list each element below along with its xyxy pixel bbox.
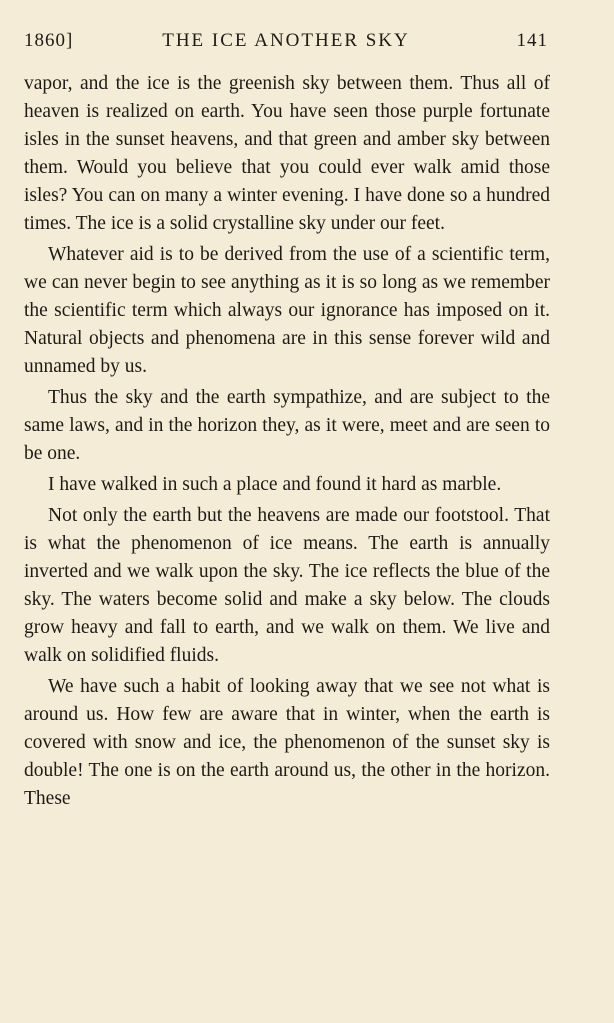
header-year: 1860]	[24, 30, 74, 51]
running-header	[24, 30, 548, 56]
paragraph-3: Thus the sky and the earth sympathize, and are subject to the same laws, and in the horizon they, as it were, meet and are seen to be one.	[24, 387, 550, 464]
paragraph-5: Not only the earth but the heavens are made our footstool. That is what the phenomenon of ice means. The earth is annually inverted and we walk upon the sky. The ice reflects the blue of the sky. The waters become solid and make a sky below. The clouds grow heavy and fall to earth, and we walk on them. We live and walk on solidified fluids.	[24, 505, 550, 666]
paragraph-4: I have walked in such a place and found it hard as marble.	[48, 474, 502, 495]
chapter-title: THE ICE ANOTHER SKY	[162, 30, 410, 51]
page-number: 141	[516, 30, 548, 51]
paragraph-2: Whatever aid is to be derived from the use of a scientific term, we can never begin to see anything as it is so long as we remember the scientific term which always our ignorance has imposed on it. Natural objects and phenomena are in this sense forever wild and unnamed by us.	[24, 244, 550, 377]
body-text	[24, 70, 550, 816]
paragraph-6: We have such a habit of looking away that we see not what is around us. How few are aware that in winter, when the earth is covered with snow and ice, the phenomenon of the sunset sky is double! The one is on the earth around us, the other in the horizon. These	[24, 676, 550, 809]
paragraph-1: vapor, and the ice is the greenish sky between them. Thus all of heaven is realized on earth. You have seen those purple fortunate isles in the sunset heavens, and that green and amber sky between them. Would you believe that you could ever walk amid those isles? You can on many a winter evening. I have done so a hundred times. The ice is a solid crystalline sky under our feet.	[24, 73, 550, 234]
